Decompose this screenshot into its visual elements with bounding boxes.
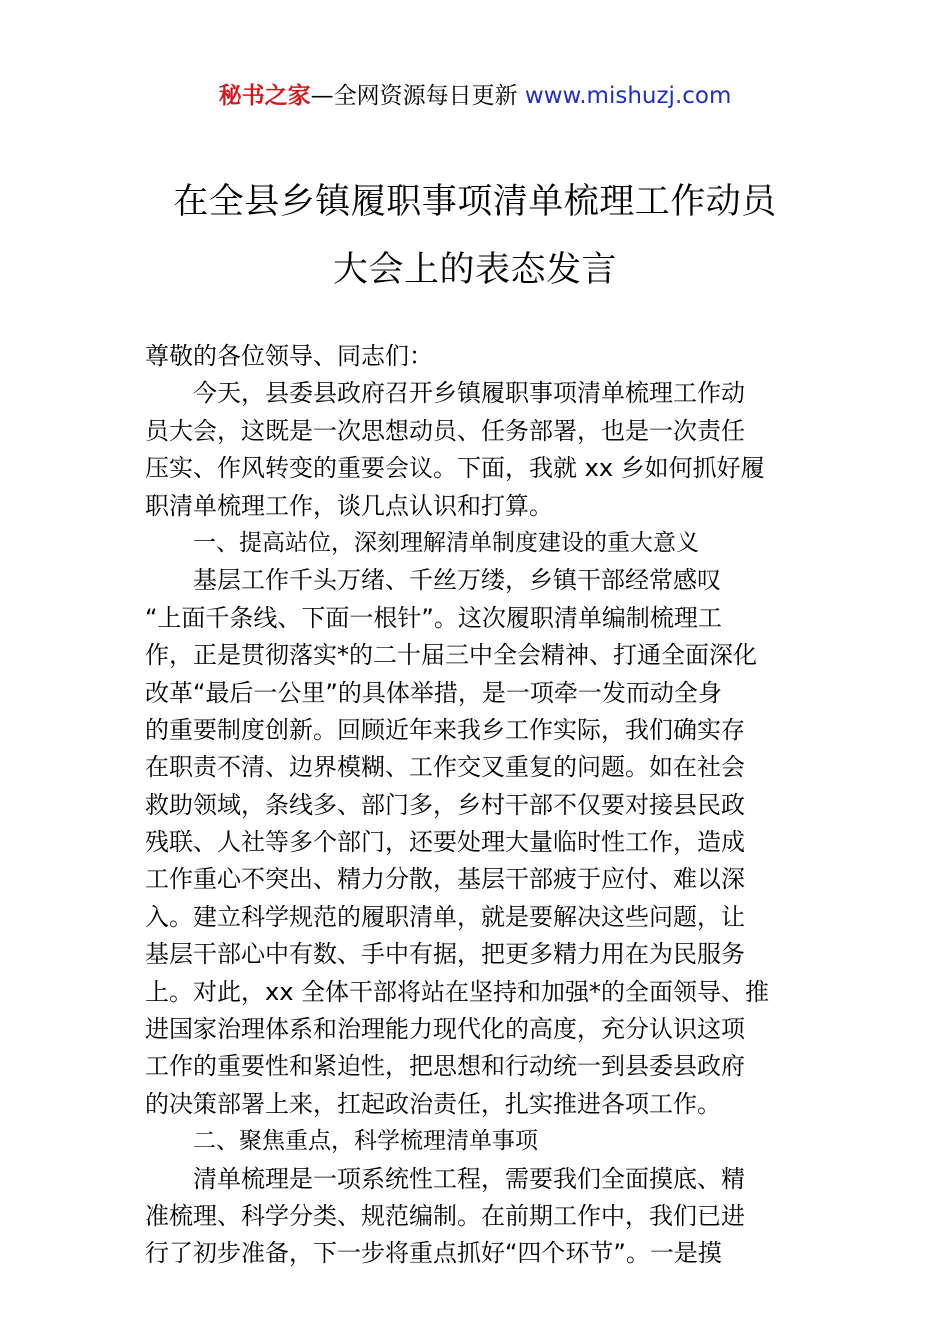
body-line: 工作的重要性和紧迫性，把思想和行动统一到县委县政府 <box>145 1052 745 1081</box>
body-line: 的重要制度创新。回顾近年来我乡工作实际，我们确实存 <box>145 715 745 744</box>
body-line: 准梳理、科学分类、规范编制。在前期工作中，我们已进 <box>145 1201 745 1230</box>
document-body <box>145 338 807 1273</box>
body-line: 上。对此，xx 全体干部将站在坚持和加强*的全面领导、推 <box>145 977 770 1006</box>
body-line: 今天，县委县政府召开乡镇履职事项清单梳理工作动 <box>193 379 745 408</box>
brand-name: 秘书之家 <box>218 83 311 109</box>
body-line: 职清单梳理工作，谈几点认识和打算。 <box>145 491 553 520</box>
body-line: 清单梳理是一项系统性工程，需要我们全面摸底、精 <box>193 1164 745 1193</box>
section-heading-1: 一、提高站位，深刻理解清单制度建设的重大意义 <box>193 529 699 556</box>
body-line: 进国家治理体系和治理能力现代化的高度，充分认识这项 <box>145 1015 745 1044</box>
body-line: 改革“最后一公里”的具体举措，是一项牵一发而动全身 <box>145 678 722 707</box>
body-line: 员大会，这既是一次思想动员、任务部署，也是一次责任 <box>145 416 745 445</box>
body-line: “上面千条线、下面一根针”。这次履职清单编制梳理工 <box>145 603 722 632</box>
body-line: 基层干部心中有数、手中有据，把更多精力用在为民服务 <box>145 940 745 969</box>
site-url-link[interactable]: www.mishuzj.com <box>524 83 732 109</box>
body-line: 入。建立科学规范的履职清单，就是要解决这些问题，让 <box>145 902 745 931</box>
header-tagline: —全网资源每日更新 <box>310 83 518 109</box>
body-line: 基层工作千头万绪、千丝万缕，乡镇干部经常感叹 <box>193 566 721 595</box>
section-heading-2: 二、聚焦重点，科学梳理清单事项 <box>193 1128 538 1155</box>
salutation: 尊敬的各位领导、同志们： <box>145 342 433 370</box>
document-title-line-1: 在全县乡镇履职事项清单梳理工作动员 <box>173 182 777 222</box>
body-line: 的决策部署上来，扛起政治责任，扎实推进各项工作。 <box>145 1089 721 1118</box>
body-line: 作，正是贯彻落实*的二十届三中全会精神、打通全面深化 <box>145 641 757 670</box>
body-line: 救助领域，条线多、部门多，乡村干部不仅要对接县民政 <box>145 790 745 819</box>
body-line: 在职责不清、边界模糊、工作交叉重复的问题。如在社会 <box>145 753 745 782</box>
body-line: 残联、人社等多个部门，还要处理大量临时性工作，造成 <box>145 828 745 857</box>
body-line: 工作重心不突出、精力分散，基层干部疲于应付、难以深 <box>145 865 745 894</box>
site-header <box>0 80 950 112</box>
body-line: 行了初步准备，下一步将重点抓好“四个环节”。一是摸 <box>145 1239 722 1268</box>
body-line: 压实、作风转变的重要会议。下面，我就 xx 乡如何抓好履 <box>145 454 765 483</box>
document-title-line-2: 大会上的表态发言 <box>332 250 617 290</box>
